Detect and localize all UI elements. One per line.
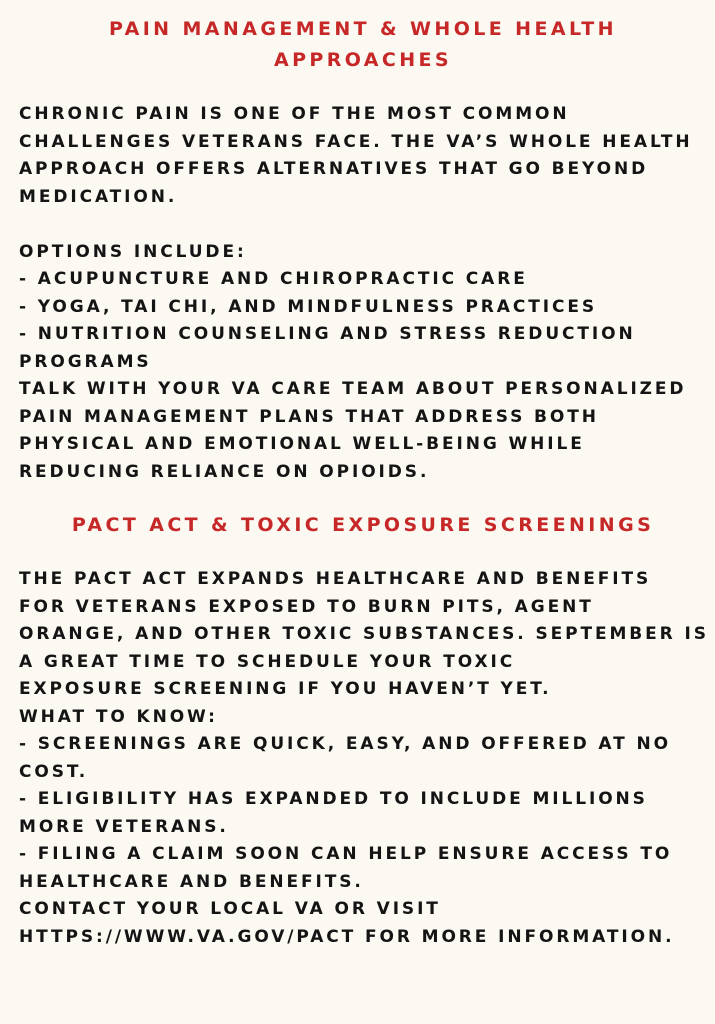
heading-line: PAIN MANAGEMENT & WHOLE HEALTH xyxy=(109,18,617,40)
what-to-know-label: WHAT TO KNOW: xyxy=(19,706,218,727)
body-line: APPROACH OFFERS ALTERNATIVES THAT GO BEYOND xyxy=(19,159,649,179)
options-label: OPTIONS INCLUDE: xyxy=(19,241,247,262)
body-line: A GREAT TIME TO SCHEDULE YOUR TOXIC xyxy=(19,651,516,672)
body-line: EXPOSURE SCREENING IF YOU HAVEN’T YET. xyxy=(19,679,552,699)
list-item-continuation: HEALTHCARE AND BENEFITS. xyxy=(19,871,364,892)
list-item: - SCREENINGS ARE QUICK, EASY, AND OFFERED AT NO xyxy=(19,734,671,754)
heading-line: APPROACHES xyxy=(273,49,453,71)
body-line: PAIN MANAGEMENT PLANS THAT ADDRESS BOTH xyxy=(19,406,599,427)
list-item: - ACUPUNCTURE AND CHIROPRACTIC CARE xyxy=(19,269,528,289)
body-line: THE PACT ACT EXPANDS HEALTHCARE AND BENEFITS xyxy=(19,569,652,589)
list-item: - ELIGIBILITY HAS EXPANDED TO INCLUDE MILLIONS xyxy=(19,789,648,809)
body-line: CHRONIC PAIN IS ONE OF THE MOST COMMON xyxy=(19,104,570,124)
blank-line xyxy=(19,211,707,239)
section-heading-pain-management xyxy=(19,14,707,76)
body-line: CHALLENGES VETERANS FACE. THE VA’S WHOLE HEALTH xyxy=(19,131,693,152)
body-line: CONTACT YOUR LOCAL VA OR VISIT xyxy=(19,899,441,919)
body-line: FOR VETERANS EXPOSED TO BURN PITS, AGENT xyxy=(19,596,594,617)
pact-url-line: HTTPS://WWW.VA.GOV/PACT FOR MORE INFORMATION. xyxy=(19,926,675,947)
heading-line: PACT ACT & TOXIC EXPOSURE SCREENINGS xyxy=(71,514,655,536)
list-item: - FILING A CLAIM SOON CAN HELP ENSURE ACCESS TO xyxy=(19,844,673,864)
list-item-continuation: MORE VETERANS. xyxy=(19,816,229,837)
list-item: - NUTRITION COUNSELING AND STRESS REDUCTION xyxy=(19,324,636,344)
list-item-continuation: PROGRAMS xyxy=(19,351,152,372)
section-heading-pact-act xyxy=(19,510,707,541)
pact-act-body xyxy=(19,566,707,951)
body-line: ORANGE, AND OTHER TOXIC SUBSTANCES. SEPTEMBER IS xyxy=(19,624,709,644)
body-line: PHYSICAL AND EMOTIONAL WELL-BEING WHILE xyxy=(19,434,585,454)
list-item-continuation: COST. xyxy=(19,761,89,782)
body-line: TALK WITH YOUR VA CARE TEAM ABOUT PERSONALIZED xyxy=(19,379,687,399)
list-item: - YOGA, TAI CHI, AND MINDFULNESS PRACTICES xyxy=(19,296,597,317)
pain-management-body xyxy=(19,101,707,486)
body-line: MEDICATION. xyxy=(19,186,178,207)
body-line: REDUCING RELIANCE ON OPIOIDS. xyxy=(19,461,430,482)
